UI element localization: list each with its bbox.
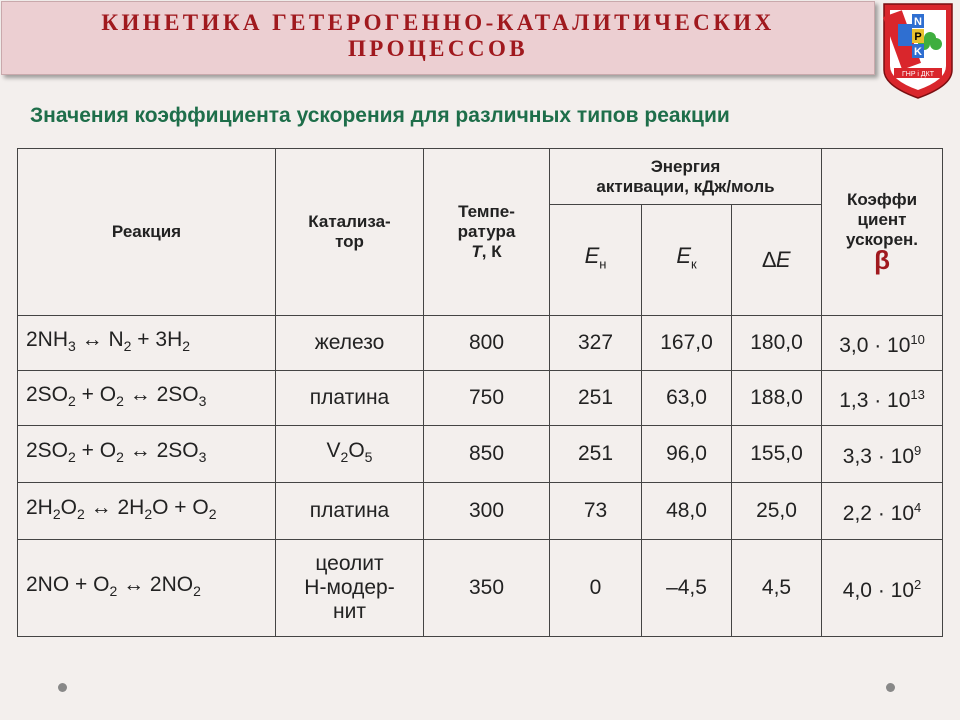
cell-coefficient (822, 483, 943, 540)
coefficient-base: 3,0 · 10 (839, 334, 911, 357)
nav-dot-left (58, 683, 67, 692)
header-energy-en (550, 205, 642, 316)
reaction-text: ↔ 2NO (117, 572, 194, 596)
coefficient-exponent: 2 (914, 577, 922, 592)
cell-energy-en: 251 (550, 371, 642, 426)
cell-catalyst (276, 371, 424, 426)
header-reaction: Реакция (18, 149, 276, 316)
coefficient-base: 3,3 · 10 (842, 445, 915, 468)
cell-energy-en: 0 (550, 540, 642, 637)
reaction-text: ↔ 2SO (123, 382, 199, 406)
header-catalyst-line-2: тор (335, 232, 364, 251)
reaction-text: + O (75, 382, 117, 406)
reaction-subscript: 2 (193, 583, 201, 600)
catalyst-text: железо (314, 331, 385, 354)
cell-energy-delta: 188,0 (732, 371, 822, 426)
cell-energy-ek: 167,0 (642, 316, 732, 371)
table-row (18, 540, 943, 637)
coefficient-exponent: 9 (914, 443, 922, 458)
reaction-subscript: 2 (68, 393, 76, 410)
catalyst-subscript: 5 (364, 449, 373, 466)
reaction-text: 2NH (26, 327, 69, 351)
reaction-subscript: 2 (144, 506, 153, 523)
slide-title-line-2: ПРОЦЕССОВ (348, 36, 528, 61)
cell-temperature: 800 (424, 316, 550, 371)
cell-reaction (18, 426, 276, 483)
cell-coefficient (822, 426, 943, 483)
header-ek-subscript: к (691, 256, 697, 272)
reaction-text: ↔ N (75, 327, 124, 351)
cell-temperature: 350 (424, 540, 550, 637)
reaction-subscript: 2 (116, 449, 124, 466)
header-delta-letter: E (775, 247, 791, 272)
coefficient-exponent: 13 (910, 387, 925, 402)
cell-coefficient (822, 371, 943, 426)
reaction-text: O + O (152, 495, 209, 519)
header-coef-line-3: ускорен. (846, 230, 919, 249)
cell-energy-delta: 25,0 (732, 483, 822, 540)
slide-subtitle: Значения коэффициента ускорения для различных типов реакции (30, 104, 730, 127)
cell-temperature: 850 (424, 426, 550, 483)
catalyst-text: платина (309, 499, 390, 522)
slide-title-box (1, 1, 875, 75)
cell-reaction (18, 371, 276, 426)
reaction-subscript: 2 (123, 338, 132, 355)
reaction-text: 2SO (26, 438, 69, 462)
reaction-subscript: 2 (182, 338, 191, 355)
reaction-text: O (60, 495, 77, 519)
beta-symbol: β (874, 245, 890, 275)
header-en-letter: E (584, 242, 600, 268)
cell-catalyst (276, 426, 424, 483)
delta-symbol: ∆ (762, 247, 776, 272)
coefficient-base: 4,0 · 10 (842, 579, 915, 602)
header-energy-delta (732, 205, 822, 316)
header-energy-ek (642, 205, 732, 316)
cell-catalyst (276, 540, 424, 637)
cell-energy-ek: 63,0 (642, 371, 732, 426)
cell-energy-en: 251 (550, 426, 642, 483)
cell-catalyst (276, 316, 424, 371)
coefficient-exponent: 10 (910, 332, 925, 347)
coefficient-exponent: 4 (914, 500, 922, 515)
cell-energy-ek: 96,0 (642, 426, 732, 483)
header-catalyst-line-1: Катализа- (308, 212, 391, 231)
catalyst-text: Н-модер- (304, 576, 395, 599)
reaction-text: ↔ 2SO (123, 438, 199, 462)
cell-reaction (18, 483, 276, 540)
header-temperature-line-2: ратура (457, 222, 516, 241)
header-catalyst (276, 149, 424, 316)
cell-energy-ek: –4,5 (642, 540, 732, 637)
cell-energy-delta: 155,0 (732, 426, 822, 483)
cell-coefficient (822, 540, 943, 637)
catalyst-text: V (326, 438, 341, 462)
coefficient-base: 2,2 · 10 (842, 502, 915, 525)
header-temperature (424, 149, 550, 316)
cell-temperature: 300 (424, 483, 550, 540)
catalyst-subscript: 2 (340, 449, 349, 466)
header-activation-energy (550, 149, 822, 205)
catalyst-text: платина (309, 386, 390, 409)
header-ek-letter: E (676, 242, 691, 268)
table-row (18, 316, 943, 371)
reaction-text: + 3H (131, 327, 183, 351)
reaction-subscript: 2 (109, 583, 118, 600)
cell-energy-delta: 4,5 (732, 540, 822, 637)
reaction-subscript: 3 (198, 393, 207, 410)
table-row (18, 426, 943, 483)
coefficient-base: 1,3 · 10 (839, 389, 911, 412)
reaction-subscript: 2 (77, 506, 85, 523)
cell-coefficient (822, 316, 943, 371)
table-row (18, 371, 943, 426)
college-emblem-logo (878, 0, 958, 100)
cell-energy-en: 327 (550, 316, 642, 371)
reaction-text: 2SO (26, 382, 69, 406)
header-energy-line-1: Энергия (650, 156, 721, 176)
reaction-text: 2H (26, 495, 53, 519)
reaction-subscript: 2 (52, 506, 61, 523)
reaction-subscript: 2 (208, 506, 217, 523)
logo-caption: ГНР і ДКТ (901, 71, 935, 78)
slide-title-line-1: КИНЕТИКА ГЕТЕРОГЕННО-КАТАЛИТИЧЕСКИХ (101, 10, 775, 35)
catalyst-text: O (348, 438, 365, 462)
header-coef-line-1: Коэффи (846, 190, 918, 209)
header-temperature-unit: , К (481, 242, 502, 261)
cell-reaction (18, 540, 276, 637)
cell-reaction (18, 316, 276, 371)
reaction-subscript: 2 (116, 393, 124, 410)
catalyst-text: цеолит (315, 552, 384, 575)
cell-catalyst (276, 483, 424, 540)
nav-dot-right (886, 683, 895, 692)
logo-letter-p: P (914, 31, 922, 43)
logo-letter-n: N (914, 16, 922, 28)
reaction-subscript: 3 (68, 338, 76, 355)
header-coef-line-2: циент (857, 210, 907, 229)
header-temperature-line-1: Темпе- (458, 202, 515, 221)
reaction-subscript: 2 (68, 449, 76, 466)
cell-temperature: 750 (424, 371, 550, 426)
reaction-text: 2NO + O (26, 572, 110, 596)
catalyst-text: нит (333, 600, 366, 623)
reaction-subscript: 3 (198, 449, 207, 466)
reaction-text: + O (75, 438, 117, 462)
header-energy-line-2: активации, кДж/моль (596, 176, 775, 196)
reaction-text: ↔ 2H (84, 495, 145, 519)
table-row (18, 483, 943, 540)
cell-energy-en: 73 (550, 483, 642, 540)
logo-letter-k: K (914, 46, 922, 58)
cell-energy-delta: 180,0 (732, 316, 822, 371)
header-en-subscript: н (599, 256, 607, 272)
header-temperature-variable: T (471, 242, 482, 261)
catalysis-table (17, 148, 943, 637)
header-acceleration-coefficient (822, 149, 943, 316)
cell-energy-ek: 48,0 (642, 483, 732, 540)
